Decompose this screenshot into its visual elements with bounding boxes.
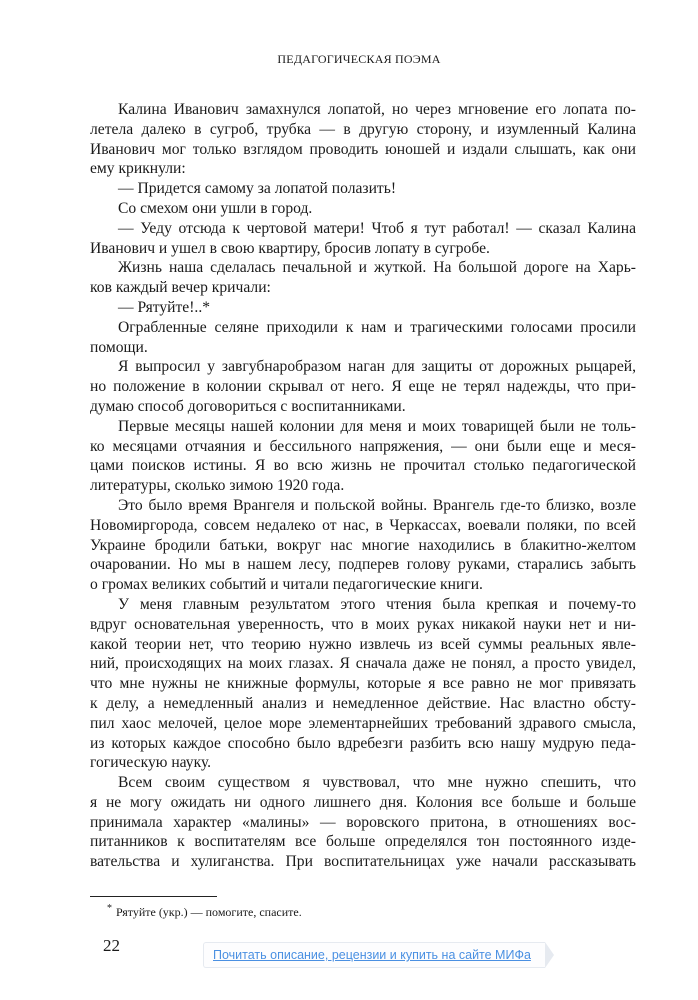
text-line: питанников к воспитателям все больше определялся тон постоянного изде- bbox=[90, 833, 636, 851]
page-number: 22 bbox=[103, 936, 120, 955]
text-line: ков каждый вечер кричали: bbox=[90, 279, 271, 297]
text-line: ему крикнули: bbox=[90, 160, 186, 178]
text-line: Со смехом они ушли в город. bbox=[118, 199, 313, 217]
text-line: — Рятуйте!..* bbox=[118, 298, 211, 316]
text-line: помощи. bbox=[90, 338, 148, 356]
text-line: Это было время Врангеля и польской войны. Врангель где-то близко, возле bbox=[118, 496, 636, 514]
running-head: ПЕДАГОГИЧЕСКАЯ ПОЭМА bbox=[277, 52, 441, 66]
footnote bbox=[107, 903, 302, 920]
text-line: пил хаос мелочей, целое море элементарнейших требований здравого смысла, bbox=[90, 714, 636, 732]
footnote-marker: * bbox=[107, 903, 112, 914]
text-line: Жизнь наша сделалась печальной и жуткой. На большой дороге на Харь- bbox=[118, 259, 636, 277]
text-line: Украине бродили батьки, вокруг нас многие находились в блакитно-желтом bbox=[90, 536, 636, 554]
text-line: к делу, а немедленный анализ и немедленное действие. Нас властно обсту- bbox=[90, 694, 636, 712]
footnote-text: Рятуйте (укр.) — помогите, спасите. bbox=[116, 905, 302, 919]
text-line: У меня главным результатом этого чтения была крепкая и почему-то bbox=[118, 595, 636, 613]
text-line: думаю способ договориться с воспитанниками. bbox=[90, 397, 406, 415]
text-line: очаровании. Но мы в нашем лесу, подперев голову руками, старались забыть bbox=[90, 556, 636, 574]
body-text bbox=[90, 100, 636, 872]
text-line: но положение в колонии скрывал от него. Я еще не терял надежды, что при- bbox=[90, 378, 636, 396]
text-line: Иванович и ушел в свою квартиру, бросив лопату в сугробе. bbox=[90, 239, 490, 257]
text-line: Иванович мог только взглядом проводить юношей и издали слышать, как они bbox=[90, 140, 636, 158]
text-line: ний, происходящих на моих глазах. Я сначала даже не понял, а просто увидел, bbox=[90, 655, 636, 673]
buy-link[interactable]: Почитать описание, рецензии и купить на сайте МИФа bbox=[203, 942, 545, 968]
text-line: летела далеко в сугроб, трубка — в другую сторону, и изумленный Калина bbox=[90, 120, 636, 138]
text-line: принимала характер «малины» — воровского притона, в отношениях вос- bbox=[90, 813, 636, 831]
text-line: что мне нужны не книжные формулы, которые я все равно не мог привязать bbox=[90, 675, 636, 693]
text-line: Всем своим существом я чувствовал, что мне нужно спешить, что bbox=[118, 774, 636, 792]
text-line: вдруг основательная уверенность, что в моих руках никакой науки нет и ни- bbox=[90, 615, 636, 633]
text-line: гогическую науку. bbox=[90, 754, 212, 772]
text-line: — Придется самому за лопатой полазить! bbox=[118, 180, 397, 198]
footnote-divider bbox=[90, 896, 217, 897]
text-line: Ограбленные селяне приходили к нам и трагическими голосами просили bbox=[118, 318, 636, 336]
text-line: какой теории нет, что теорию нужно извлечь из всей суммы реальных явле- bbox=[90, 635, 636, 653]
text-line: цами поисков истины. Я во всю жизнь не прочитал столько педагогической bbox=[90, 457, 636, 475]
text-line: вательства и хулиганства. При воспитательницах уже начали рассказывать bbox=[90, 853, 636, 871]
text-line: о громах великих событий и читали педагогические книги. bbox=[90, 576, 483, 594]
text-line: ко месяцами отчаяния и бессильного напряжения, — они были еще и меся- bbox=[90, 437, 636, 455]
text-line: Калина Иванович замахнулся лопатой, но через мгновение его лопата по- bbox=[118, 101, 636, 118]
text-line: Новомиргорода, совсем недалеко от нас, в Черкассах, воевали поляки, по всей bbox=[90, 516, 636, 534]
text-line: я не могу ожидать ни одного лишнего дня. Колония все больше и больше bbox=[90, 793, 636, 811]
text-line: Первые месяцы нашей колонии для меня и моих товарищей были не толь- bbox=[118, 417, 636, 435]
text-line: — Уеду отсюда к чертовой матери! Чтоб я тут работал! — сказал Калина bbox=[118, 219, 636, 237]
text-line: Я выпросил у завгубнаробразом наган для защиты от дорожных рыцарей, bbox=[118, 358, 636, 376]
text-line: из которых каждое способно было вдребезги разбить всю нашу мудрую педа- bbox=[90, 734, 636, 752]
text-line: литературы, сколько зимою 1920 года. bbox=[90, 477, 345, 495]
